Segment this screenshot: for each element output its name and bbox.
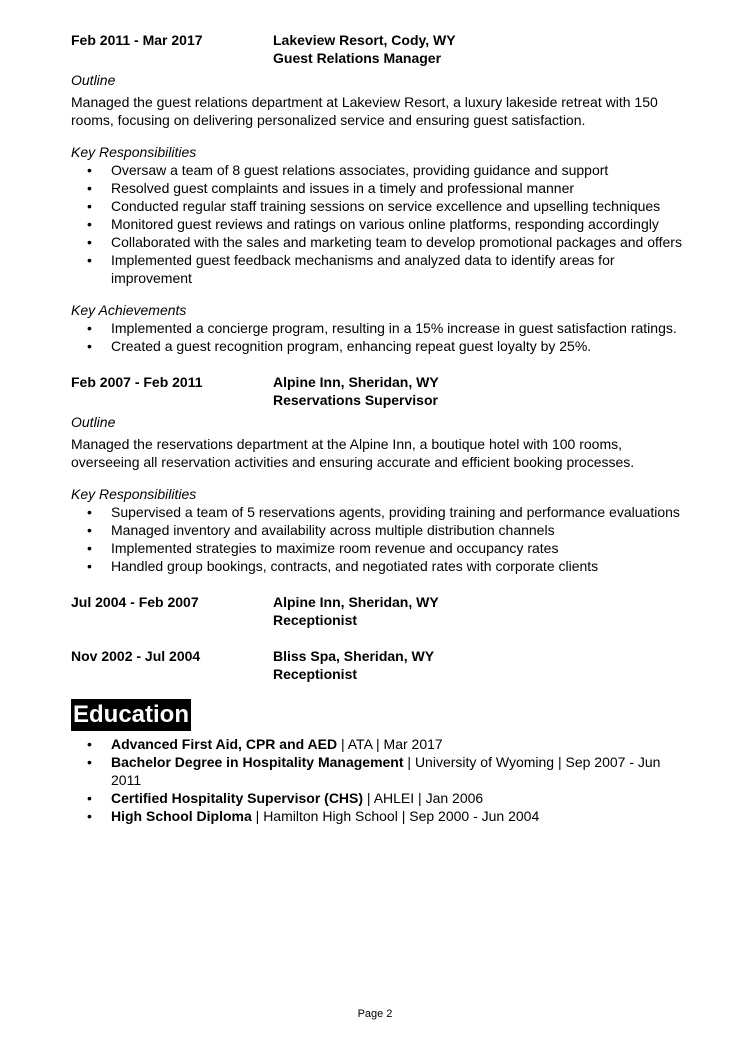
job-company: Lakeview Resort, Cody, WY <box>273 32 456 48</box>
list-item: • Handled group bookings, contracts, and negotiated rates with corporate clients <box>71 557 691 575</box>
list-item: • Supervised a team of 5 reservations agents, providing training and performance evaluations <box>71 503 691 521</box>
job-header <box>71 593 691 629</box>
job-dates: Jul 2004 - Feb 2007 <box>71 594 199 610</box>
job-header <box>71 647 691 683</box>
job-title: Reservations Supervisor <box>273 392 438 408</box>
list-item: • Collaborated with the sales and marketing team to develop promotional packages and offers <box>71 233 691 251</box>
list-item: • Implemented guest feedback mechanisms and analyzed data to identify areas for improvement <box>71 251 691 287</box>
responsibilities-label: Key Responsibilities <box>71 486 197 502</box>
education-detail: | University of Wyoming | Sep 2007 - Jun 2011 <box>111 754 661 788</box>
job-entry <box>71 31 691 355</box>
list-item <box>71 789 691 807</box>
list-item: • Conducted regular staff training sessions on service excellence and upselling techniques <box>71 197 691 215</box>
job-title: Receptionist <box>273 666 358 682</box>
job-company: Bliss Spa, Sheridan, WY <box>273 648 435 664</box>
responsibilities-list <box>71 161 691 287</box>
page-number: Page 2 <box>357 1008 393 1020</box>
job-entry <box>71 373 691 575</box>
job-entry <box>71 593 691 629</box>
list-item: • Created a guest recognition program, enhancing repeat guest loyalty by 25%. <box>71 337 691 355</box>
list-item: • Monitored guest reviews and ratings on various online platforms, responding accordingly <box>71 215 691 233</box>
education-section <box>71 699 691 825</box>
education-list <box>71 735 691 825</box>
education-detail: | Hamilton High School | Sep 2000 - Jun 2004 <box>251 808 540 824</box>
resume-page-content <box>71 31 691 825</box>
list-item: • Implemented a concierge program, resulting in a 15% increase in guest satisfaction ratings. <box>71 319 691 337</box>
list-item <box>71 807 691 825</box>
job-header <box>71 373 691 409</box>
job-dates: Feb 2007 - Feb 2011 <box>71 374 203 390</box>
education-name: Bachelor Degree in Hospitality Management <box>111 754 404 770</box>
job-title: Receptionist <box>273 612 358 628</box>
list-item: • Resolved guest complaints and issues in a timely and professional manner <box>71 179 691 197</box>
list-item: • Oversaw a team of 8 guest relations associates, providing guidance and support <box>71 161 691 179</box>
responsibilities-list <box>71 503 691 575</box>
job-dates: Feb 2011 - Mar 2017 <box>71 32 203 48</box>
job-title: Guest Relations Manager <box>273 50 442 66</box>
list-item <box>71 735 691 753</box>
list-item <box>71 753 691 789</box>
job-company: Alpine Inn, Sheridan, WY <box>273 594 439 610</box>
education-name: Advanced First Aid, CPR and AED <box>111 736 338 752</box>
education-name: High School Diploma <box>111 808 252 824</box>
education-heading: Education <box>71 699 191 731</box>
achievements-label: Key Achievements <box>71 302 187 318</box>
job-outline: Managed the guest relations department at Lakeview Resort, a luxury lakeside retreat with 150 rooms, focusing on delivering personalized service and ensuring guest satisfaction. <box>71 94 658 128</box>
job-entry <box>71 647 691 683</box>
responsibilities-label: Key Responsibilities <box>71 144 197 160</box>
job-company: Alpine Inn, Sheridan, WY <box>273 374 439 390</box>
list-item: • Implemented strategies to maximize room revenue and occupancy rates <box>71 539 691 557</box>
job-dates: Nov 2002 - Jul 2004 <box>71 648 201 664</box>
job-header <box>71 31 691 67</box>
education-detail: | AHLEI | Jan 2006 <box>363 790 484 806</box>
education-detail: | ATA | Mar 2017 <box>337 736 443 752</box>
list-item: • Managed inventory and availability across multiple distribution channels <box>71 521 691 539</box>
outline-label: Outline <box>71 414 116 430</box>
job-outline: Managed the reservations department at the Alpine Inn, a boutique hotel with 100 rooms, overseeing all reservation activities and ensuring accurate and efficient booking processes. <box>71 436 635 470</box>
outline-label: Outline <box>71 72 116 88</box>
achievements-list <box>71 319 691 355</box>
education-name: Certified Hospitality Supervisor (CHS) <box>111 790 364 806</box>
